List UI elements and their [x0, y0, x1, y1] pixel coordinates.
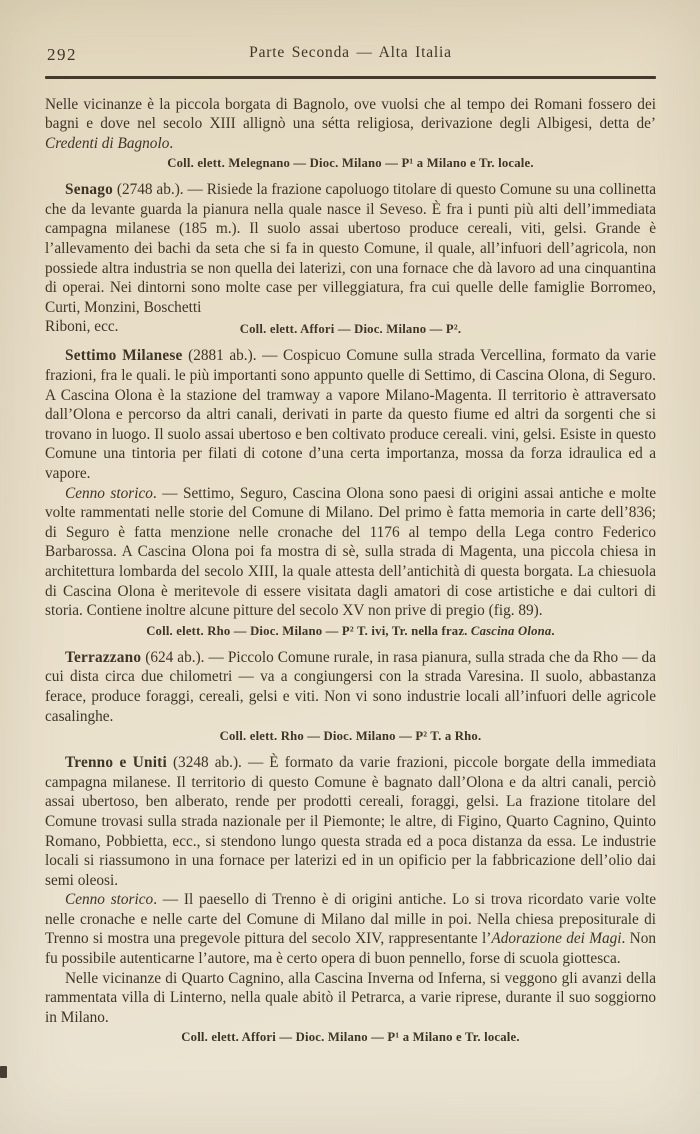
electoral-note-trenno: Coll. elett. Affori — Dioc. Milano — P¹ a Milano e Tr. locale.	[181, 1030, 520, 1045]
page-header	[45, 44, 656, 67]
page-number: 292	[47, 45, 77, 64]
entry-name-settimo-milanese: Settimo Milanese	[65, 347, 183, 365]
scan-artifact	[0, 1066, 7, 1078]
paragraph-bagnolo	[45, 95, 656, 154]
header-rule	[45, 76, 656, 79]
paragraph-text: . — Il paesello di Trenno è di origini antiche. Lo si trova ricordato varie volte nelle cronache e nelle carte del Comune di Milano dal mille in poi. Nella chiesa prepositurale di Trenno si mostra una pregevole pittura del secolo XIV, rappresentante l’	[45, 891, 656, 948]
entry-trenno	[45, 753, 656, 890]
paragraph-text: (2881 ab.). — Cospicuo Comune sulla strada Vercellina, formato da varie frazioni, fra le quali. le più importanti sono appunto quelle di Settimo, di Cascina Olona, di Seguro. A Cascina Olona è la stazione del tramway a vapore Milano-Magenta. Il territorio è attraversato dall’Olona e percorso da altri canali, derivati in parte da questo fiume ed altri da sorgenti che si trovano in luogo. Il suolo assai ubertoso e ben coltivato produce cereali. vini, gelsi. Esiste in questo Comune una tintoria per filati di cotone d’una certa importanza, mossa da forza idraulica ed a vapore.	[45, 347, 656, 482]
page-content	[45, 44, 656, 1050]
cenno-storico-label: Cenno storico	[65, 891, 154, 909]
italic-term: Adorazione dei Magi	[491, 930, 622, 948]
electoral-note-terrazzano: Coll. elett. Rho — Dioc. Milano — P² T. a Rho.	[219, 729, 482, 744]
paragraph-text: (2748 ab.). — Risiede la frazione capoluogo titolare di questo Comune su una collinetta che da levante guarda la pianura nella quale nasce il Seveso. È fra i punti più alti dell’immediata campagna milanese (185 m.). Il suolo assai ubertoso produce cereali, viti, gelsi. Grande è l’allevamento dei bachi da seta che si fa in questo Comune, il quale, all’infuori dell’agricola, non possiede altra industria se non quella dei laterizi, con una fornace che dà lavoro ad una cinquantina di operai. Nei dintorni sono molte case per villeggiatura, fra cui quelle delle famiglie Borromeo, Curti, Monzini, Boschetti	[45, 181, 656, 316]
paragraph-text: . Non fu possibile autenticarne l’autore, ma è certo opera di buon pennello, forse di scuola giottesca.	[45, 930, 656, 968]
entry-senago-last-line	[45, 317, 656, 337]
paragraph-text: (3248 ab.). — È formato da varie frazioni, piccole borgate della immediata campagna milanese. Il territorio di questo Comune è bagnato dall’Olona e da altri canali, perciò assai ubertoso, ben alberato, rende per prodotti cereali, foraggi, gelsi. La frazione titolare del Comune trovasi sulla strada nazionale per il Piemonte; le altre, di Figino, Quarto Cagnino, Quinto Romano, Pobbietta, ecc., si stendono lungo questa strada ed a poca distanza da essa. Le industrie locali si riassumono in una fornace per laterizi ed in un opificio per la fabbricazione dell’olio dai semi oleosi.	[45, 754, 656, 889]
entry-terrazzano	[45, 648, 656, 726]
electoral-note-settimo	[45, 624, 656, 639]
entry-name-terrazzano: Terrazzano	[65, 648, 142, 666]
electoral-note-text: .	[551, 623, 555, 638]
paragraph-text: .	[169, 134, 174, 152]
cenno-storico-settimo	[45, 484, 656, 621]
cenno-storico-trenno	[45, 890, 656, 968]
paragraph-text: . — Settimo, Seguro, Cascina Olona sono paesi di origini assai antiche e molte volte rammentati nelle storie del Comune di Milano. Del primo è fatta memoria in carte dell’836; di Seguro è fatta menzione nelle cronache del 1176 al tempo della Lega contro Federico Barbarossa. A Cascina Olona poi fa mostra di sè, sulla strada di Magenta, una piccola chiesa in architettura lombarda del secolo XIII, la quale attesta dell’antichità di questa borgata. La chiesuola di Cascina Olona è meritevole di essere visitata dagli amatori di cose artistiche e dai cultori di storia. Contiene inoltre alcune pitture del secolo XV non prive di pregio (fig. 89).	[45, 484, 656, 620]
electoral-note-senago: Coll. elett. Affori — Dioc. Milano — P².	[239, 322, 462, 337]
italic-term: Credenti di Bagnolo	[45, 134, 170, 152]
italic-term: Cascina Olona	[470, 623, 552, 638]
paragraph-quarto-cagnino: Nelle vicinanze di Quarto Cagnino, alla Cascina Inverna od Inferna, si veggono gli avanzi della rammentata villa di Linterno, nella quale abitò il Petrarca, a varie riprese, durante il suo soggiorno in Milano.	[45, 969, 656, 1026]
electoral-note-text: Coll. elett. Rho — Dioc. Milano — P² T. ivi, Tr. nella fraz.	[146, 623, 471, 638]
electoral-note-bagnolo: Coll. elett. Melegnano — Dioc. Milano — P¹ a Milano e Tr. locale.	[167, 156, 534, 171]
entry-name-trenno: Trenno e Uniti	[65, 754, 167, 772]
paragraph-text: Riboni, ecc.	[45, 318, 119, 336]
paragraph-text: (624 ab.). — Piccolo Comune rurale, in rasa pianura, sulla strada che da Rho — da cui dista circa due chilometri — va a congiungersi con la strada Varesina. Il suolo, abbastanza ferace, produce foraggi, cereali, gelsi e viti. Non vi sono industrie locali all’infuori delle agricole casalinghe.	[45, 648, 656, 725]
entry-name-senago: Senago	[65, 181, 113, 199]
entry-settimo-milanese	[45, 346, 656, 483]
running-title: Parte Seconda — Alta Italia	[249, 44, 452, 61]
entry-senago	[45, 180, 656, 317]
paragraph-text: Nelle vicinanze è la piccola borgata di Bagnolo, ove vuolsi che al tempo dei Romani fossero dei bagni e dove nel secolo XIII allignò una sétta religiosa, derivazione degli Albigesi, detta de’	[45, 95, 656, 133]
cenno-storico-label: Cenno storico	[65, 484, 153, 502]
